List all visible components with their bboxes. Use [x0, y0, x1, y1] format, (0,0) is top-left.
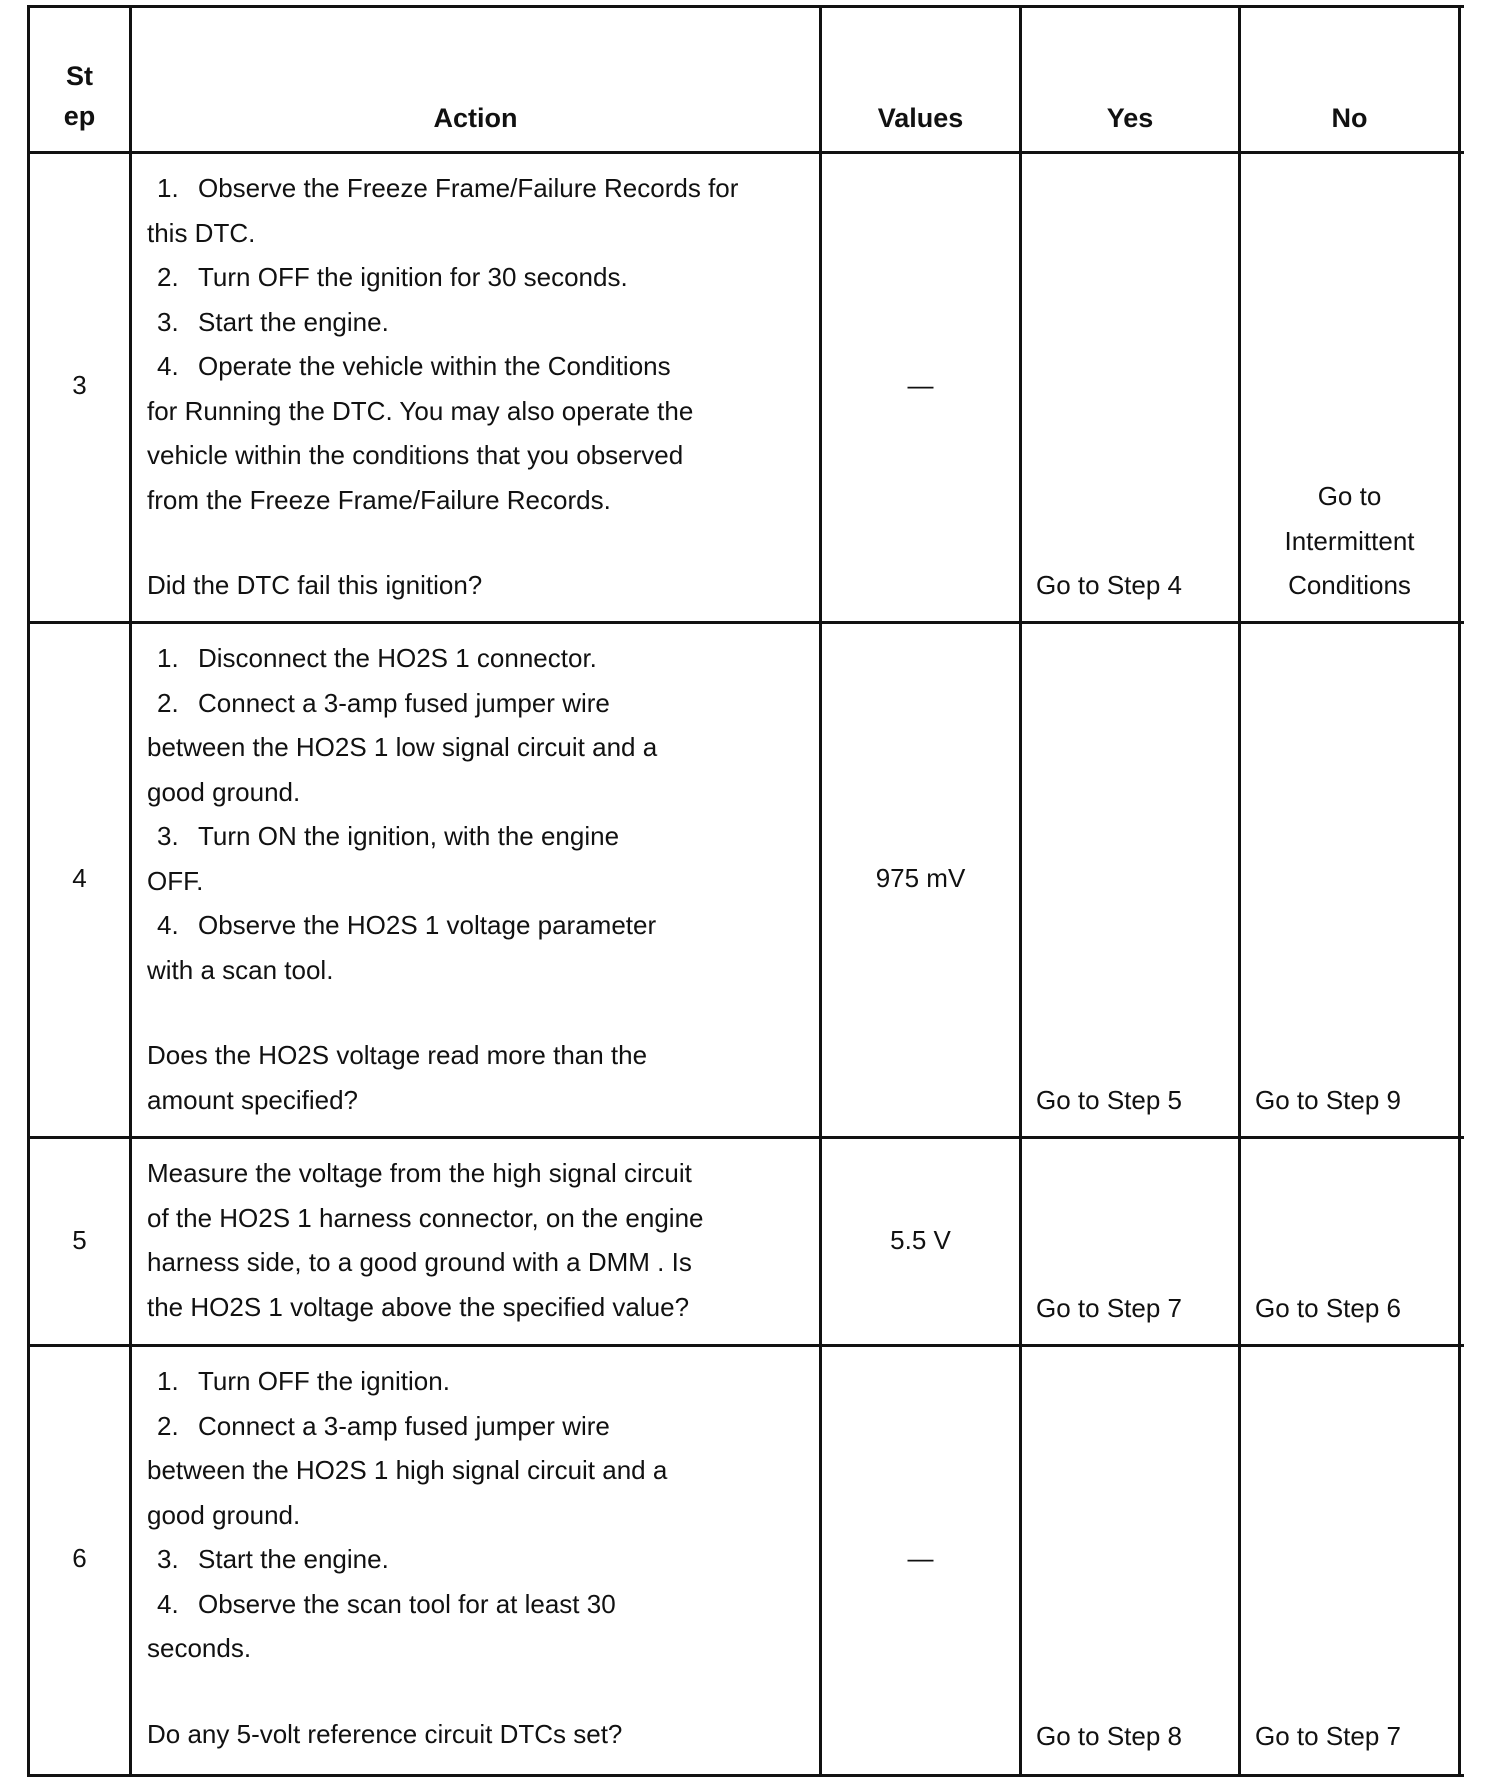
- action-line: OFF.: [147, 865, 204, 896]
- action-line: 3. Turn ON the ignition, with the engine: [157, 821, 620, 851]
- no-cell: Go to Step 9: [1255, 1085, 1401, 1115]
- no-cell-line: Intermittent: [1284, 525, 1415, 556]
- yes-cell: Go to Step 5: [1036, 1085, 1182, 1115]
- yes-cell: Go to Step 7: [1036, 1293, 1182, 1323]
- action-question: amount specified?: [147, 1084, 359, 1115]
- action-line: 1. Disconnect the HO2S 1 connector.: [157, 643, 597, 673]
- value-cell: —: [907, 1543, 934, 1573]
- action-cell: [147, 636, 817, 1122]
- action-line: this DTC.: [147, 217, 256, 248]
- action-line: 2. Connect a 3-amp fused jumper wire: [157, 687, 610, 718]
- col-rule: [1458, 5, 1461, 1777]
- value-cell: 975 mV: [875, 863, 966, 893]
- step-number: 3: [72, 370, 87, 400]
- action-cell: [147, 166, 817, 608]
- action-line: seconds.: [147, 1633, 252, 1663]
- action-line: vehicle within the conditions that you observed: [147, 440, 684, 470]
- step-number: 5: [72, 1225, 87, 1255]
- action-line: 2. Turn OFF the ignition for 30 seconds.: [157, 262, 628, 292]
- header-step-line: ep: [63, 101, 96, 131]
- header-step-line: St: [66, 61, 93, 91]
- action-line: good ground.: [147, 1499, 301, 1530]
- value-cell: —: [907, 370, 934, 400]
- header-yes: Yes: [1106, 103, 1154, 133]
- step-number: 4: [72, 863, 87, 893]
- yes-cell: Go to Step 4: [1036, 570, 1182, 600]
- header-values: Values: [877, 103, 964, 133]
- row-divider: [27, 1344, 1464, 1347]
- row-divider: [27, 1136, 1464, 1139]
- action-line: of the HO2S 1 harness connector, on the engine: [147, 1202, 704, 1233]
- action-line: 1. Observe the Freeze Frame/Failure Records for: [157, 173, 739, 203]
- action-cell: [147, 1359, 817, 1756]
- no-cell-line: Go to: [1317, 481, 1382, 511]
- no-cell-line: Conditions: [1288, 570, 1411, 600]
- table-border-top: [27, 5, 1464, 8]
- row-divider: [27, 621, 1464, 624]
- action-line: between the HO2S 1 high signal circuit and a: [147, 1455, 668, 1485]
- no-cell: [1241, 474, 1458, 608]
- action-line: 4. Observe the HO2S 1 voltage parameter: [157, 910, 657, 940]
- action-line: for Running the DTC. You may also operate the: [147, 395, 694, 426]
- no-cell: Go to Step 7: [1255, 1721, 1401, 1751]
- col-rule: [1238, 5, 1241, 1777]
- action-line: 3. Start the engine.: [157, 1544, 389, 1574]
- action-question: Does the HO2S voltage read more than the: [147, 1040, 648, 1070]
- action-line: with a scan tool.: [147, 954, 334, 985]
- action-line: 2. Connect a 3-amp fused jumper wire: [157, 1410, 610, 1441]
- action-line: Measure the voltage from the high signal circuit: [147, 1158, 692, 1188]
- action-line: good ground.: [147, 776, 301, 807]
- action-question: Did the DTC fail this ignition?: [147, 570, 483, 600]
- col-rule: [1019, 5, 1022, 1777]
- header-no: No: [1331, 103, 1368, 133]
- col-rule: [129, 5, 132, 1777]
- action-line: harness side, to a good ground with a DMM . Is: [147, 1247, 692, 1277]
- header-divider: [27, 151, 1464, 154]
- yes-cell: Go to Step 8: [1036, 1721, 1182, 1751]
- action-question: Do any 5-volt reference circuit DTCs set?: [147, 1718, 623, 1749]
- action-line: from the Freeze Frame/Failure Records.: [147, 484, 611, 515]
- action-line: 3. Start the engine.: [157, 306, 389, 337]
- value-cell: 5.5 V: [890, 1225, 951, 1255]
- header-action: Action: [433, 103, 518, 133]
- no-cell: Go to Step 6: [1255, 1293, 1401, 1323]
- step-number: 6: [72, 1543, 87, 1573]
- action-line: 4. Operate the vehicle within the Conditions: [157, 351, 671, 381]
- action-line: 1. Turn OFF the ignition.: [157, 1366, 450, 1396]
- action-line: 4. Observe the scan tool for at least 30: [157, 1588, 616, 1619]
- action-cell: [147, 1151, 817, 1329]
- header-step: [30, 56, 129, 136]
- action-line: the HO2S 1 voltage above the specified value?: [147, 1291, 690, 1322]
- action-line: between the HO2S 1 low signal circuit and a: [147, 732, 658, 762]
- table-border-bottom: [27, 1774, 1464, 1777]
